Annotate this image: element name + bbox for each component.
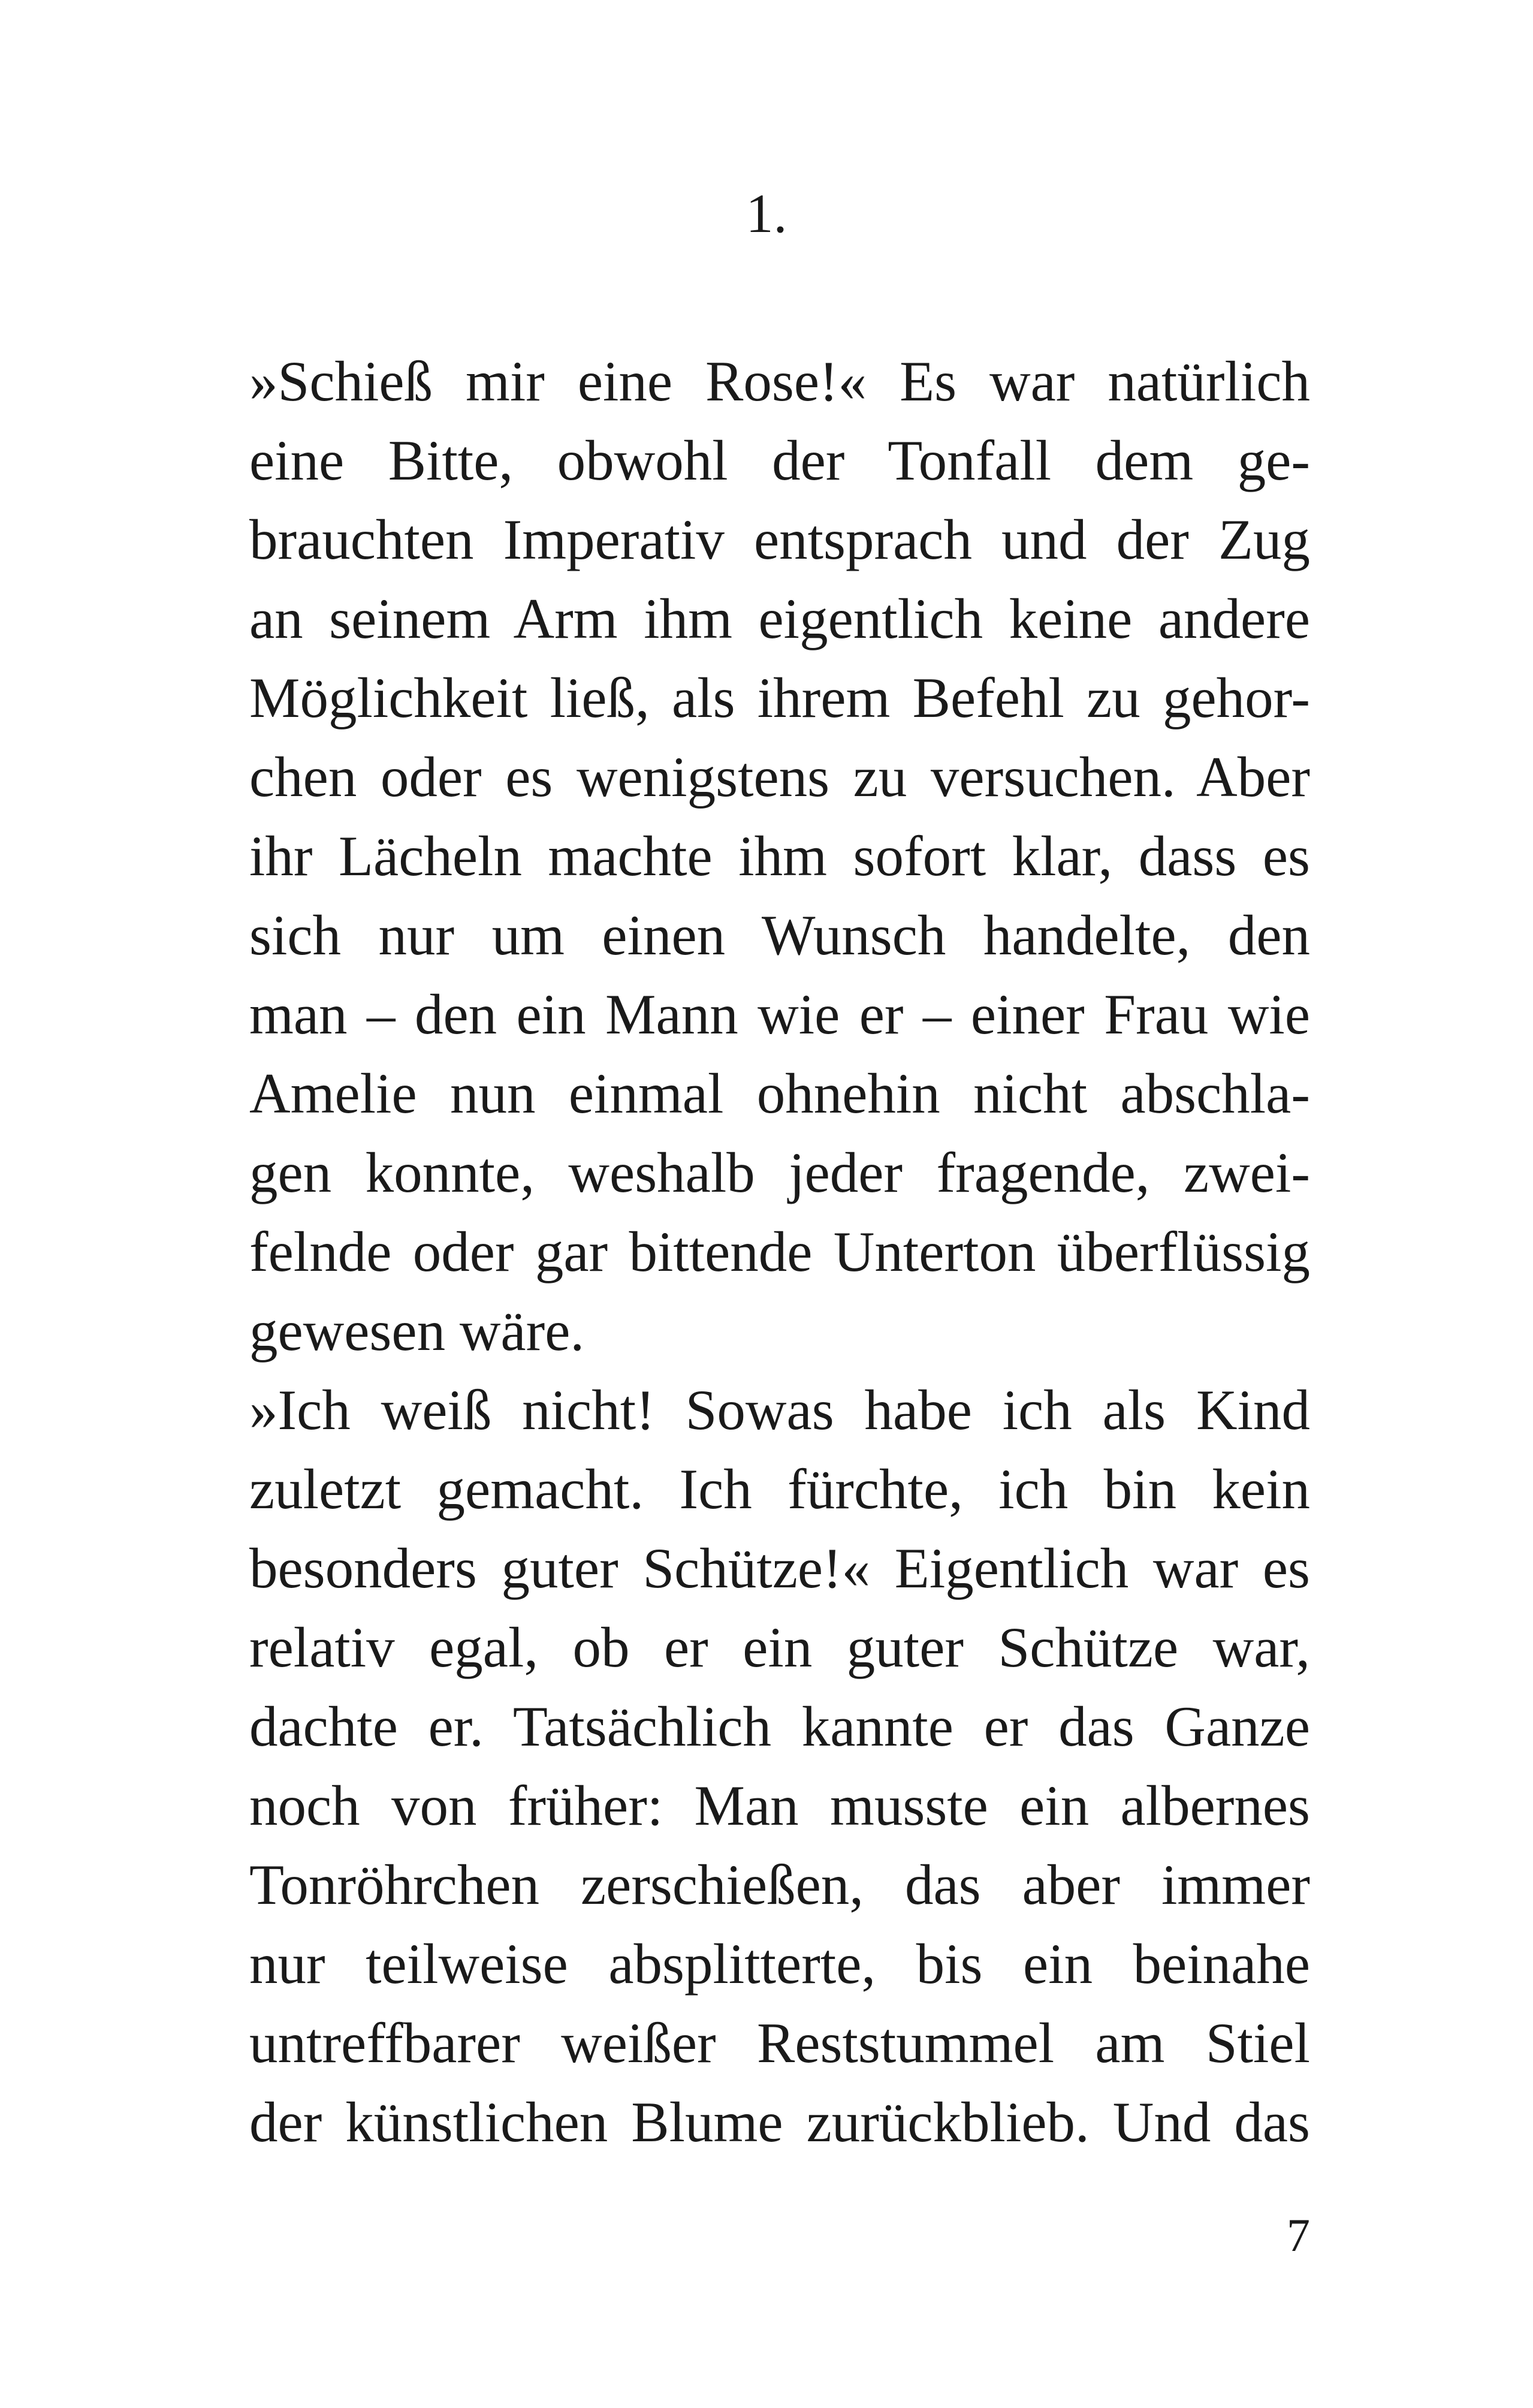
text-line: besonders guter Schütze!« Eigentlich war es [249, 1536, 1310, 1600]
text-line: sich nur um einen Wunsch handelte, den [249, 903, 1310, 967]
text-line: nur teilweise absplitterte, bis ein beinahe [249, 1932, 1310, 1996]
text-line: chen oder es wenigstens zu versuchen. Aber [249, 745, 1310, 809]
text-line: an seinem Arm ihm eigentlich keine andere [249, 587, 1310, 650]
text-line: brauchten Imperativ entsprach und der Zug [249, 508, 1310, 571]
text-line: Tonröhrchen zerschießen, das aber immer [249, 1853, 1310, 1916]
text-line: noch von früher: Man musste ein albernes [249, 1774, 1310, 1837]
text-line: eine Bitte, obwohl der Tonfall dem ge- [249, 429, 1310, 492]
text-line: dachte er. Tatsächlich kannte er das Ganze [249, 1695, 1310, 1758]
text-line: gewesen wäre. [249, 1299, 585, 1363]
text-line: felnde oder gar bittende Unterton überflüssig [249, 1220, 1310, 1283]
body-text [249, 342, 1310, 2162]
text-line: zuletzt gemacht. Ich fürchte, ich bin kein [249, 1457, 1310, 1521]
text-line: »Schieß mir eine Rose!« Es war natürlich [249, 349, 1310, 413]
text-line: Amelie nun einmal ohnehin nicht abschla- [249, 1062, 1310, 1125]
page-number: 7 [1287, 2209, 1310, 2261]
text-line: man – den ein Mann wie er – einer Frau wie [249, 983, 1310, 1046]
text-line: ihr Lächeln machte ihm sofort klar, dass es [249, 824, 1310, 888]
text-line: untreffbarer weißer Reststummel am Stiel [249, 2011, 1310, 2075]
chapter-number: 1. [746, 183, 787, 244]
text-line: der künstlichen Blume zurückblieb. Und das [249, 2090, 1310, 2154]
text-line: gen konnte, weshalb jeder fragende, zwei- [249, 1141, 1310, 1204]
text-line: »Ich weiß nicht! Sowas habe ich als Kind [249, 1378, 1310, 1442]
text-line: Möglichkeit ließ, als ihrem Befehl zu gehor- [249, 666, 1310, 730]
text-line: relativ egal, ob er ein guter Schütze war, [249, 1616, 1310, 1679]
